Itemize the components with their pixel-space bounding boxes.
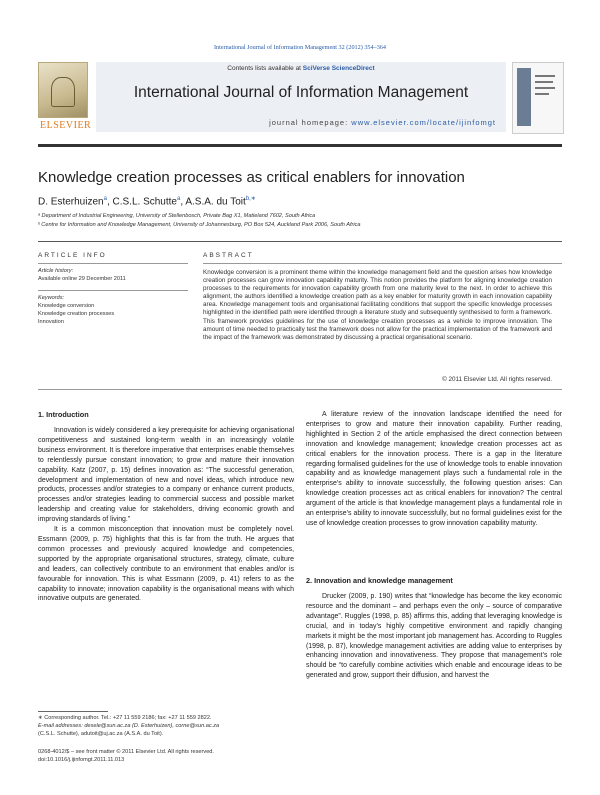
corresponding-author-note: ∗ Corresponding author. Tel.: +27 11 559 2186; fax: +27 11 559 2822. [38, 715, 212, 721]
email-note-continued[interactable]: (C.S.L. Schutte), adutoit@uj.ac.za (A.S.A. du Toit). [38, 731, 164, 737]
right-column-bottom [306, 592, 562, 681]
email-note[interactable]: E-mail addresses: desele@sun.ac.za (D. Esterhuizen), corne@sun.ac.za [38, 723, 220, 729]
left-column [38, 426, 294, 604]
section-2-heading: 2. Innovation and knowledge management [306, 576, 453, 585]
cover-text-line [535, 93, 549, 95]
issn-line: 0268-4012/$ – see front matter © 2011 Elsevier Ltd. All rights reserved. [38, 749, 214, 755]
abstract-rule [203, 263, 562, 264]
elsevier-logo [38, 62, 92, 138]
article-info-divider [38, 290, 188, 291]
contents-prefix: Contents lists available at [227, 65, 303, 72]
cover-text-line [535, 87, 555, 89]
keyword: Innovation [38, 319, 64, 325]
article-title: Knowledge creation processes as critical enablers for innovation [38, 169, 465, 186]
elsevier-tree-icon [38, 62, 88, 118]
keyword: Knowledge conversion [38, 303, 95, 309]
affiliation: ᵃ Department of Industrial Engineering, University of Stellenbosch, Private Bag X1, Matieland 7602, South Africa [38, 213, 316, 219]
journal-homepage [269, 118, 496, 127]
abstract-text: Knowledge conversion is a prominent theme within the knowledge management field and the question arises how knowledge creation processes can grow innovation capability maturity. This notion provides the platform for aligning knowledge creation processes to the requirements for innovation capability growth from one maturity level to the next. In order to achieve this alignment, the authors identified a knowledge creation path as a key enabler for maturity growth in each innovation capability area. Knowledge management tools and organisational facilitating conditions that support the specific knowledge processes highlighted in the identified path were identified through a literature study and subsequently synthesised to form a framework. This framework provides guidelines for the use of knowledge creation processes as a vehicle to improve innovation. The amount of time needed to practically test the framework does not allow for the practical implementation of the framework and the impact of the framework was demonstrated by discussing a practical organisational scenario. [203, 269, 552, 341]
article-info-heading: ARTICLE INFO [38, 252, 107, 259]
cover-text-line [535, 81, 553, 83]
body-paragraph: Innovation is widely considered a key prerequisite for achieving organisational competitiveness and sustained long-term wealth in an increasingly volatile business environment. It is therefore imperative that enterprises enable themselves to relentlessly pursue constant innovation; to grow and mature their innovation capability. Katz (2007, p. 15) defines innovation as: “The successful generation, development and implementation of new and novel ideas, which introduce new products, processes and/or strategies to a company or enhance current products, processes and/or strategies leading to commercial success and possible market leadership and creating value for stakeholders, driving economic growth and improving standards of living.” [38, 427, 294, 524]
history-date: Available online 29 December 2011 [38, 276, 126, 282]
homepage-prefix: journal homepage: [269, 118, 352, 127]
author-affiliation-marker[interactable]: b,∗ [245, 196, 256, 202]
body-paragraph: It is a common misconception that innovation must be completely novel. Essmann (2009, p. 75) highlights that this is far from the truth. He argues that common processes and previously acquired knowledge and competencies, supported by the appropriate organisational structures, strategy, climate, culture and leaders, can collectively contribute to an environment that enables and/or is favourable for innovation. This is what Essmann (2009, p. 41) refers to as the capability to innovate; innovation capability is the organisational means with which innovative outputs are generated. [38, 526, 294, 603]
right-column-top [306, 410, 562, 529]
author-affiliation-marker[interactable]: a [176, 196, 181, 202]
abstract-copyright: © 2011 Elsevier Ltd. All rights reserved. [442, 376, 552, 383]
contents-line [96, 65, 506, 72]
publisher-name: ELSEVIER [40, 120, 92, 131]
journal-reference[interactable]: International Journal of Information Management 32 (2012) 354–364 [213, 44, 386, 51]
masthead-banner [96, 62, 506, 132]
article-info-rule [38, 263, 188, 264]
author-list: D. Esterhuizen$^a$, C.S.L. Schutte$^a$, A.S.A. du Toit$^{b,∗}$ [38, 196, 256, 208]
body-paragraph: A literature review of the innovation landscape identified the need for enterprises to grow and mature their innovation capability. Further reading, highlighted in Section 2 of the article emphasised the direct connection between innovation and knowledge management; knowledge creation processes act as critical enablers for the innovation process. There is a gap in the literature regarding formalised guidelines for the use of knowledge tools to enable innovation capability and as knowledge management plays such a fundamental role in the enterprise’s ability to innovate successfully, the following question arises: Can knowledge creation processes act as critical enablers for innovation? The central argument of the article is that knowledge management plays a fundamental role in an enterprise’s ability to innovate successfully, but no formal guidelines exist for the use of knowledge creation processes to grow innovation capability maturity. [306, 411, 562, 527]
keywords-label: Keywords: [38, 295, 65, 301]
keyword: Knowledge creation processes [38, 311, 115, 317]
header-rule [38, 241, 562, 242]
masthead-rule [38, 144, 562, 147]
journal-masthead [38, 62, 562, 142]
author-affiliation-marker[interactable]: a [103, 196, 107, 202]
abstract-bottom-rule [38, 389, 562, 390]
cover-spine [517, 68, 531, 126]
journal-title: International Journal of Information Management [133, 84, 469, 101]
history-label: Article history: [38, 268, 74, 274]
abstract-heading: ABSTRACT [203, 252, 254, 259]
author-name: D. Esterhuizen [38, 196, 104, 208]
section-1-heading: 1. Introduction [38, 410, 89, 419]
journal-cover-thumbnail [512, 62, 564, 134]
author-name: A.S.A. du Toit [185, 196, 246, 208]
author-name: C.S.L. Schutte [112, 196, 177, 208]
affiliation: ᵇ Centre for Information and Knowledge Management, University of Johannesburg, PO Box 524, Auckland Park 2006, South Africa [38, 222, 361, 228]
cover-text-line [535, 75, 555, 77]
footnote-rule [38, 711, 108, 712]
homepage-link[interactable]: www.elsevier.com/locate/ijinfomgt [351, 118, 496, 127]
doi-line[interactable]: doi:10.1016/j.ijinfomgt.2011.11.013 [38, 757, 125, 763]
body-paragraph: Drucker (2009, p. 190) writes that “knowledge has become the key economic resource and the dominant – and perhaps even the only – source of comparative advantage”. Ruggles (1998, p. 85) affirms this, adding that leveraging knowledge is crucial, and in today’s highly competitive environment and rapidly changing markets it might be the most important job management has. According to Ruggles (1998, p. 87), knowledge management activities are adding value to enterprises by enhancing innovation and innovativeness. They propose that management’s role should be “to carefully combine activities which enable and encourage ideas to be generated and grow, support their diffusion, and harvest the [306, 593, 562, 680]
sciencedirect-link[interactable]: SciVerse ScienceDirect [302, 65, 375, 72]
